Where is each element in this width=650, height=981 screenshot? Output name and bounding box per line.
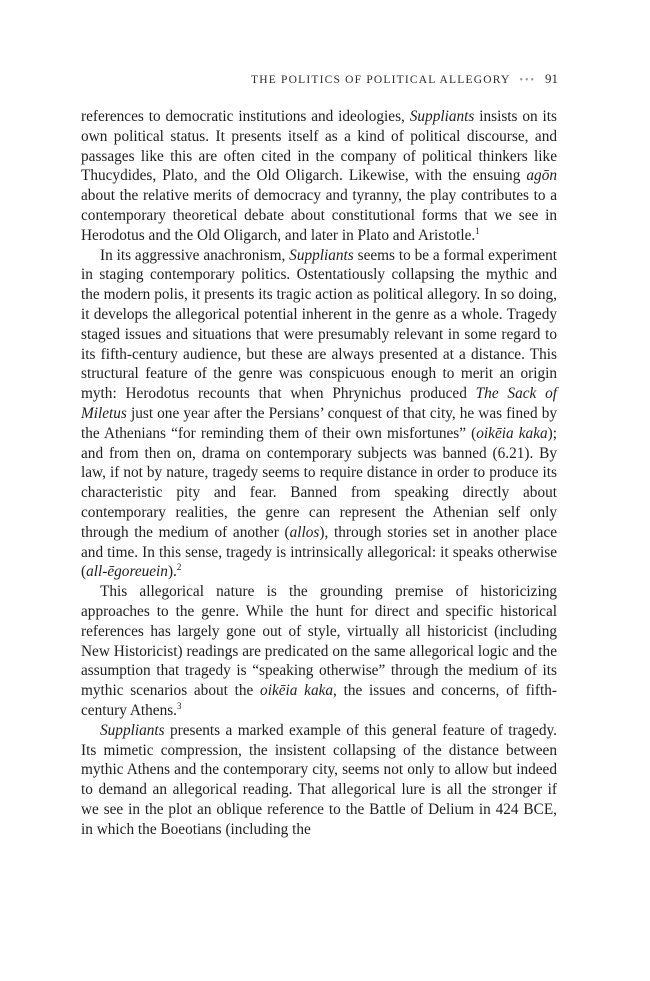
paragraph	[81, 107, 557, 246]
italic-text: agōn	[526, 167, 557, 185]
text-run: references to democratic institutions and ideologies,	[81, 108, 410, 125]
text-run: This allegorical nature is the grounding premise of historicizing approaches to the genre. While the hunt for direct and specific historical references has largely gone out of style, virtually all historicist (including New Historicist) readings are predicated on the same allegorical logic and the assumption that tragedy is “speaking otherwise” through the medium of its mythic scenarios about the	[81, 583, 557, 700]
text-run: seems to be a formal experiment in staging contemporary politics. Ostentatiously collapsing the mythic and the modern polis, it presents its tragic action as political allegory. In so doing, it develops the allegorical potential inherent in the genre as a whole. Tragedy staged issues and situations that were presumably relevant in some regard to its fifth-century audience, but these are always presented at a distance. This structural feature of the genre was conspicuous enough to merit an origin myth: Herodotus recounts that when Phrynichus produced	[81, 246, 557, 403]
italic-text: The Sack of Miletus	[81, 385, 557, 422]
paragraph	[81, 582, 557, 721]
body-text	[81, 107, 557, 839]
running-head-title: THE POLITICS OF POLITICAL ALLEGORY	[250, 74, 511, 86]
page-number: 91	[545, 71, 558, 86]
italic-text: oikēia kaka	[476, 424, 548, 442]
italic-text: Suppliants	[289, 246, 354, 264]
paragraph	[81, 246, 557, 583]
text-run: about the relative merits of democracy and tyranny, the play contributes to a contemporary theoretical debate about constitutional forms that we see in Herodotus and the Old Oligarch, and later in Plato and Aristotle.	[81, 187, 557, 244]
paragraph	[81, 721, 557, 840]
text-run: ); and from then on, drama on contemporary subjects was banned (6.21). By law, if not by nature, tragedy seems to require distance in order to produce its characteristic pity and fear. Banned from speaking directly about contemporary realities, the genre can represent the Athenian self only through the medium of another (	[81, 424, 557, 541]
text-run: just one year after the Persians’ conquest of that city, he was fined by the Athenians “for reminding them of their own misfortunes” (	[81, 404, 557, 442]
text-run: presents a marked example of this general feature of tragedy. Its mimetic compression, the insistent collapsing of the distance between mythic Athens and the contemporary city, seems not only to allow but indeed to demand an allegorical reading. That allegorical lure is all the stronger if we see in the plot an oblique reference to the Battle of Delium in 424 BCE, in which the Boeotians (including the	[81, 721, 557, 838]
italic-text: allos	[289, 523, 320, 541]
italic-text: Suppliants	[409, 108, 475, 125]
footnote-marker: 1	[475, 225, 480, 236]
text-run: ).	[167, 563, 177, 581]
footnote-marker: 2	[176, 562, 182, 573]
running-head	[251, 71, 558, 87]
italic-text: oikēia kaka	[260, 682, 334, 700]
running-head-separator: •••	[519, 75, 536, 86]
footnote-marker: 3	[177, 700, 182, 711]
text-run: In its aggressive anachronism,	[100, 246, 290, 264]
italic-text: Suppliants	[100, 721, 165, 739]
text-run: , the issues and concerns, of fifth-century Athens.	[81, 682, 558, 719]
text-run: ), through stories set in another place and time. In this sense, tragedy is intrinsically allegorical: it speaks otherwise (	[81, 523, 557, 581]
italic-text: all-ēgoreuein	[86, 563, 168, 581]
text-run: insists on its own political status. It presents itself as a kind of political discourse, and passages like this are often cited in the company of political thinkers like Thucydides, Plato, and the Old Oligarch. Likewise, with the ensuing	[81, 108, 557, 185]
